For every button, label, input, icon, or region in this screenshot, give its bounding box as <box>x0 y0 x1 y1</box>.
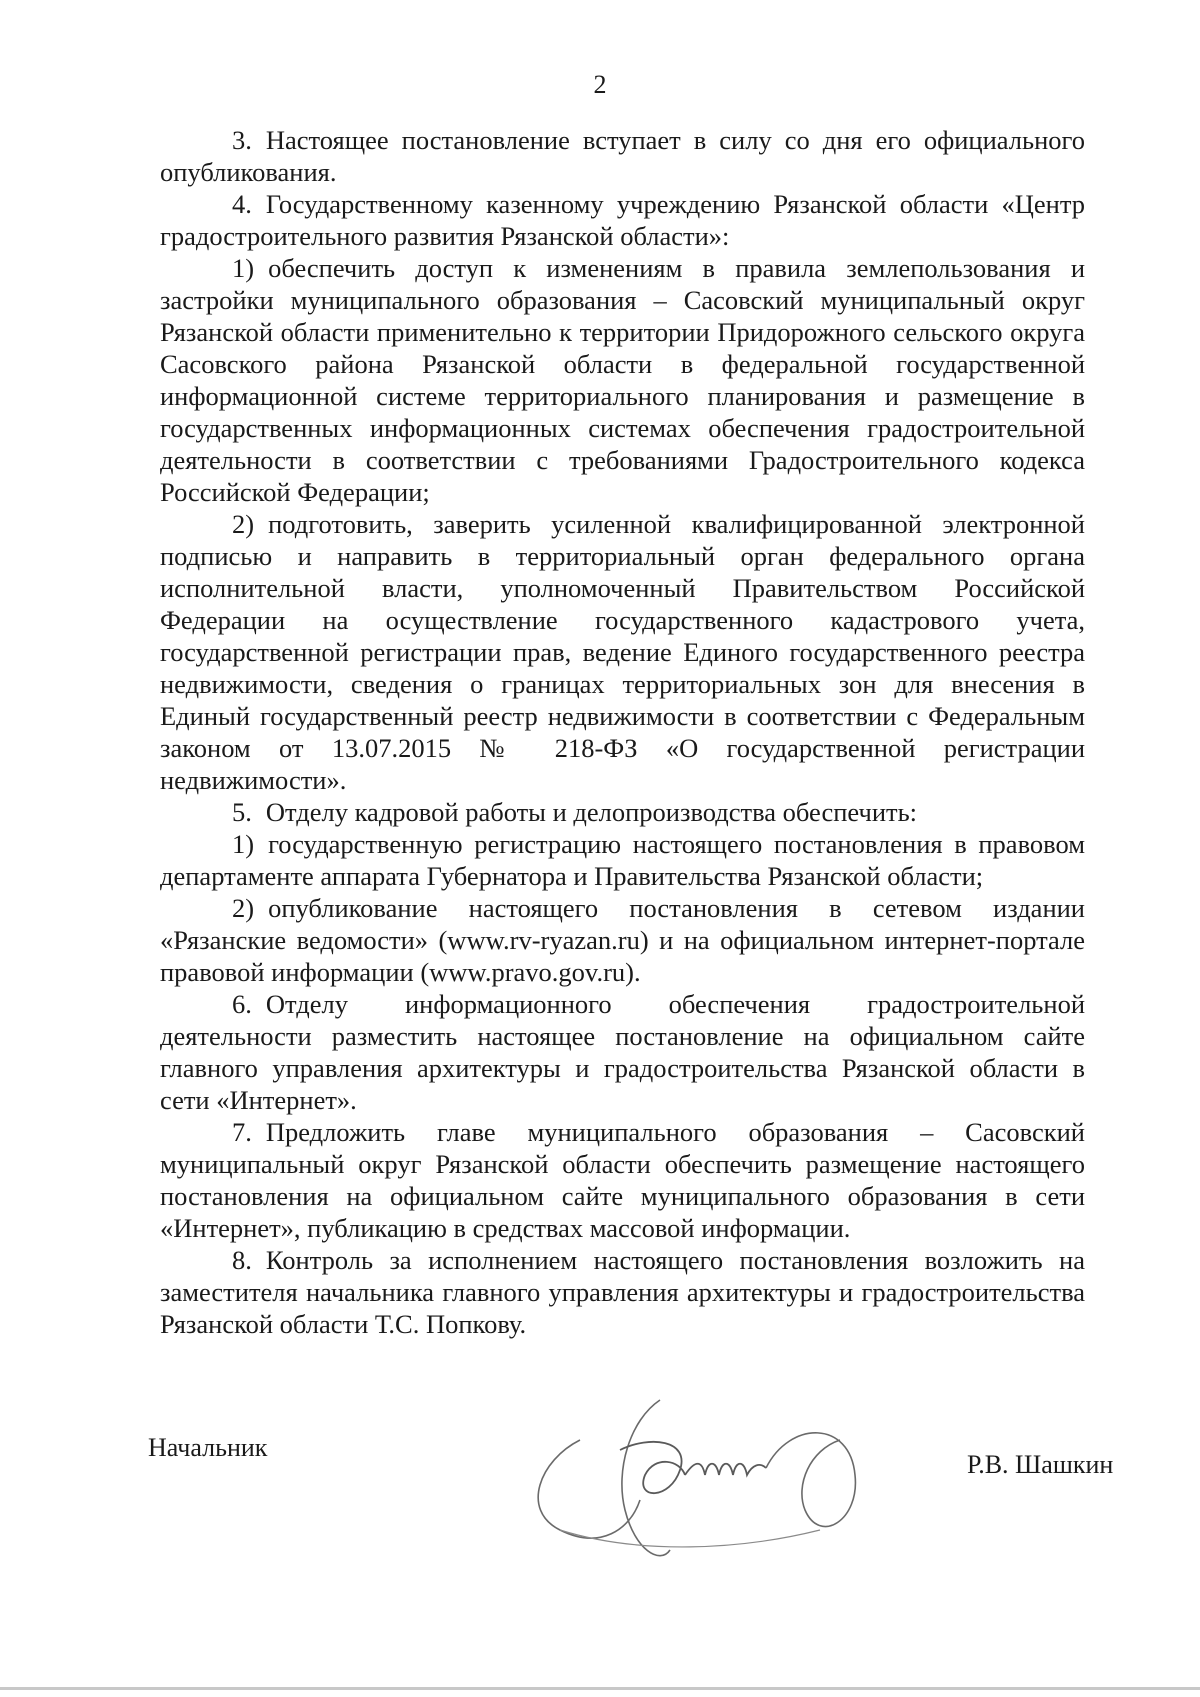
paragraph-5-1 <box>160 828 1085 892</box>
paragraph-number: 4. <box>232 189 252 219</box>
paragraph-number: 5. <box>232 797 252 827</box>
paragraph-number: 2) <box>232 509 255 539</box>
document-body <box>160 124 1085 1340</box>
paragraph-text: Государственному казенному учреждению Рязанской области «Центр градостроительного развития Рязанской области»: <box>160 189 1085 251</box>
paragraph-text: Предложить главе муниципального образования – Сасовский муниципальный округ Рязанской области обеспечить размещение настоящего постановления на официальном сайте муниципального образования в сети «Интернет», публикацию в средствах массовой информации. <box>160 1117 1085 1243</box>
paragraph-4-2 <box>160 508 1085 796</box>
paragraph-number: 6. <box>232 989 252 1019</box>
paragraph-number: 8. <box>232 1245 252 1275</box>
paragraph-text: Отделу информационного обеспечения градостроительной деятельности разместить настоящее постановление на официальном сайте главного управления архитектуры и градостроительства Рязанской области в сети «Интернет». <box>160 989 1085 1115</box>
paragraph-5 <box>160 796 1085 828</box>
paragraph-text: государственную регистрацию настоящего постановления в правовом департаменте аппарата Губернатора и Правительства Рязанской области; <box>160 829 1085 891</box>
paragraph-text: Контроль за исполнением настоящего постановления возложить на заместителя начальника главного управления архитектуры и градостроительства Рязанской области Т.С. Попкову. <box>160 1245 1085 1339</box>
page-number: 2 <box>593 70 607 99</box>
handwritten-signature <box>520 1380 880 1570</box>
paragraph-number: 3. <box>232 125 252 155</box>
paragraph-4 <box>160 188 1085 252</box>
paragraph-5-2 <box>160 892 1085 988</box>
paragraph-7 <box>160 1116 1085 1244</box>
paragraph-number: 2) <box>232 893 255 923</box>
paragraph-number: 1) <box>232 253 255 283</box>
paragraph-text: Настоящее постановление вступает в силу со дня его официального опубликования. <box>160 125 1085 187</box>
signatory-name: Р.В. Шашкин <box>967 1450 1114 1479</box>
paragraph-text: подготовить, заверить усиленной квалифицированной электронной подписью и направить в территориальный орган федерального органа исполнительной власти, уполномоченный Правительством Российской Федерации на осуществление государственного кадастрового учета, государственной регистрации прав, ведение Единого государственного реестра недвижимости, сведения о границах территориальных зон для внесения в Единый государственный реестр недвижимости в соответствии с Федеральным законом от 13.07.2015 № 218-ФЗ «О государственной регистрации недвижимости». <box>160 509 1085 795</box>
paragraph-number: 1) <box>232 829 255 859</box>
paragraph-number: 7. <box>232 1117 252 1147</box>
paragraph-4-1 <box>160 252 1085 508</box>
paragraph-text: Отделу кадровой работы и делопроизводства обеспечить: <box>265 797 918 827</box>
paragraph-8 <box>160 1244 1085 1340</box>
paragraph-text: опубликование настоящего постановления в сетевом издании «Рязанские ведомости» (www.rv-ryazan.ru) и на официальном интернет-портале правовой информации (www.pravo.gov.ru). <box>160 893 1085 987</box>
paragraph-text: обеспечить доступ к изменениям в правила землепользования и застройки муниципального образования – Сасовский муниципальный округ Рязанской области применительно к территории Придорожного сельского округа Сасовского района Рязанской области в федеральной государственной информационной системе территориального планирования и размещение в государственных информационных системах обеспечения градостроительной деятельности в соответствии с требованиями Градостроительного кодекса Российской Федерации; <box>160 253 1085 507</box>
signatory-title: Начальник <box>148 1433 268 1462</box>
paragraph-6 <box>160 988 1085 1116</box>
paragraph-3 <box>160 124 1085 188</box>
scan-edge-rule <box>0 1687 1200 1690</box>
